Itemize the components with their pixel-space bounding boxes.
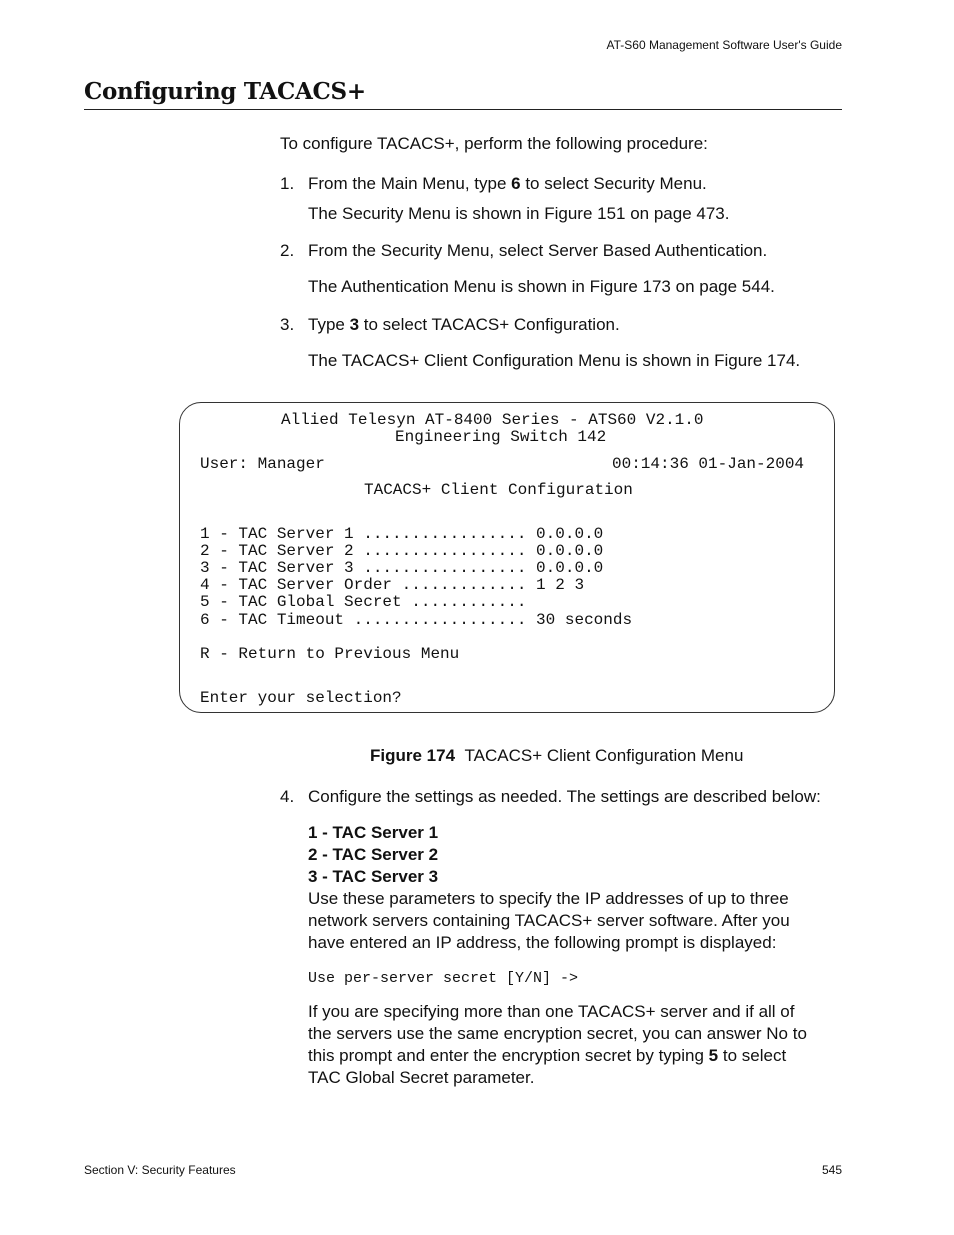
step-1-note: The Security Menu is shown in Figure 151 on page 473.: [308, 204, 730, 223]
intro-text: To configure TACACS+, perform the following procedure:: [280, 134, 708, 153]
figure-caption-text: TACACS+ Client Configuration Menu: [464, 746, 744, 765]
param-heading-tac-server-2: 2 - TAC Server 2: [308, 845, 439, 864]
step-3-text: Type 3 to select TACACS+ Configuration.: [308, 315, 620, 334]
title-rule: [84, 109, 842, 110]
terminal-prompt: Enter your selection?: [200, 689, 402, 707]
param-heading-tac-server-1: 1 - TAC Server 1: [308, 823, 439, 842]
step-3-key: 3: [349, 315, 360, 334]
param-heading-tac-server-3: 3 - TAC Server 3: [308, 867, 439, 886]
figure-label: Figure 174: [370, 746, 456, 765]
step-2-number: 2.: [280, 241, 295, 260]
terminal-user: User: Manager: [200, 455, 325, 473]
menu-item-tac-server-2: 2 - TAC Server 2 ................. 0.0.0.0: [200, 542, 604, 560]
encryption-secret-paragraph: If you are specifying more than one TACACS+ server and if all of the servers use the same encryption secret, you can answer No to this prompt and enter the encryption secret by typing 5 to select TAC Global Secret parameter.: [308, 1002, 807, 1087]
step-4-text: Configure the settings as needed. The settings are described below:: [308, 787, 821, 806]
footer-page-number: 545: [821, 1163, 842, 1177]
menu-item-tac-timeout: 6 - TAC Timeout .................. 30 seconds: [200, 611, 633, 629]
step-2-note: The Authentication Menu is shown in Figure 173 on page 544.: [308, 277, 775, 296]
footer-section: Section V: Security Features: [84, 1163, 236, 1177]
param-description: Use these parameters to specify the IP addresses of up to three network servers containing TACACS+ server software. After you have entered an IP address, the following prompt is displayed:: [308, 889, 790, 952]
menu-item-return: R - Return to Previous Menu: [200, 645, 460, 663]
step-3-number: 3.: [280, 315, 295, 334]
terminal-switch-name: Engineering Switch 142: [395, 428, 607, 446]
step-4-number: 4.: [280, 787, 295, 806]
step-1-number: 1.: [280, 174, 295, 193]
global-secret-key: 5: [708, 1046, 719, 1065]
running-header: AT-S60 Management Software User's Guide: [606, 38, 842, 52]
terminal-product-line: Allied Telesyn AT-8400 Series - ATS60 V2.1.0: [281, 411, 704, 429]
step-2-text: From the Security Menu, select Server Based Authentication.: [308, 241, 768, 260]
menu-item-tac-server-order: 4 - TAC Server Order ............. 1 2 3: [200, 576, 585, 594]
step-1-key: 6: [511, 174, 521, 193]
terminal-screen: [179, 402, 835, 713]
step-3-note: The TACACS+ Client Configuration Menu is shown in Figure 174.: [308, 351, 801, 370]
menu-item-tac-server-3: 3 - TAC Server 3 ................. 0.0.0.0: [200, 559, 604, 577]
terminal-datetime: 00:14:36 01-Jan-2004: [612, 455, 805, 473]
page-title: Configuring TACACS+: [84, 78, 366, 105]
terminal-menu-title: TACACS+ Client Configuration: [364, 481, 633, 499]
menu-item-tac-global-secret: 5 - TAC Global Secret ............: [200, 593, 527, 611]
menu-item-tac-server-1: 1 - TAC Server 1 ................. 0.0.0.0: [200, 525, 604, 543]
step-1-text: From the Main Menu, type 6 to select Security Menu.: [308, 174, 707, 193]
per-server-secret-prompt: Use per-server secret [Y/N] ->: [308, 970, 579, 987]
figure-caption: [370, 745, 743, 767]
